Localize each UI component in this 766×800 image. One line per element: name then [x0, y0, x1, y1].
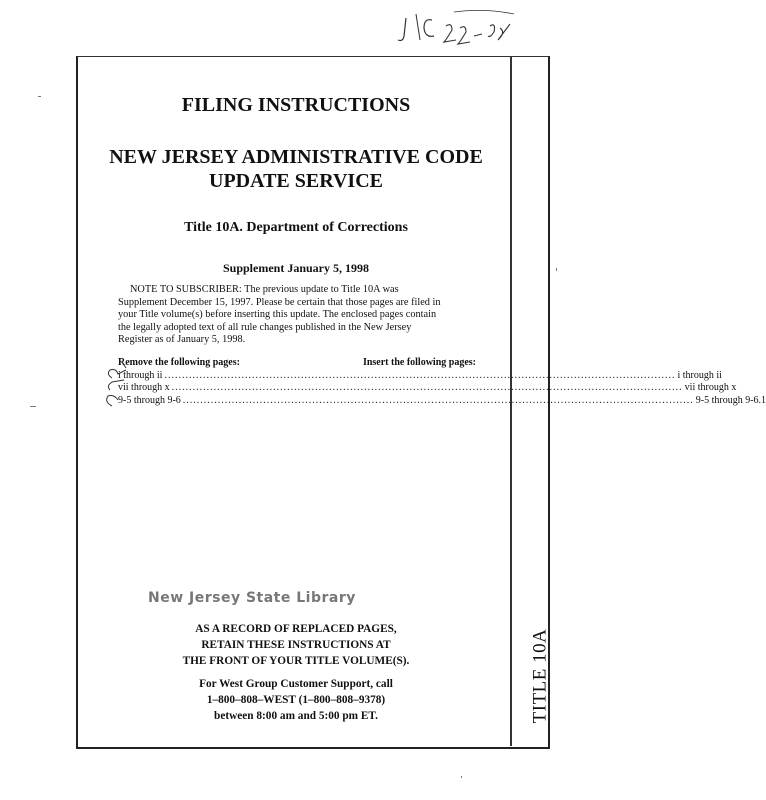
table-row — [118, 382, 737, 395]
scan-speck — [461, 776, 462, 778]
retain-line: THE FRONT OF YOUR TITLE VOLUME(S). — [182, 655, 410, 667]
subtitle: Title 10A. Department of Corrections — [184, 220, 408, 235]
pages-table-header — [118, 357, 476, 370]
remove-pages: vii through x — [118, 382, 170, 394]
spine-label-text: TITLE 10A — [529, 628, 551, 724]
retain-line: AS A RECORD OF REPLACED PAGES, — [195, 623, 397, 635]
table-row — [118, 394, 766, 408]
leader-dots: .................................................................................................................................................. — [182, 394, 694, 406]
remove-pages: i through ii — [118, 369, 163, 381]
spine-label — [500, 626, 580, 726]
retain-instructions — [86, 621, 506, 669]
table-row — [118, 369, 722, 383]
customer-support — [86, 676, 506, 724]
insert-pages: vii through x — [684, 382, 737, 394]
note-line: Supplement December 15, 1997. Please be certain that those pages are filed in — [118, 296, 441, 308]
insert-header: Insert the following pages: — [362, 357, 476, 368]
handwritten-checkmarks — [104, 360, 134, 410]
leader-dots: .................................................................................................................................................. — [171, 382, 683, 394]
remove-header: Remove the following pages: — [118, 357, 240, 368]
pages-table — [118, 357, 766, 407]
support-hours: between 8:00 am and 5:00 pm ET. — [214, 710, 378, 722]
scan-speck — [556, 268, 557, 271]
library-stamp: New Jersey State Library — [148, 590, 356, 606]
note-line: Register as of January 5, 1998. — [118, 334, 246, 346]
support-phone: 1–800–808–WEST (1–800–808–9378) — [206, 694, 386, 706]
insert-pages: i through ii — [677, 369, 722, 381]
note-line: your Title volume(s) before inserting this update. The enclosed pages contain — [118, 309, 437, 321]
code-title-line1: NEW JERSEY ADMINISTRATIVE CODE — [109, 146, 483, 168]
support-line: For West Group Customer Support, call — [199, 678, 393, 690]
scan-speck — [30, 406, 36, 407]
code-title-line2: UPDATE SERVICE — [209, 170, 383, 192]
subscriber-note — [118, 284, 476, 347]
page-title: FILING INSTRUCTIONS — [181, 94, 411, 116]
note-line: the legally adopted text of all rule changes published in the New Jersey — [118, 321, 412, 333]
leader-dots: .................................................................................................................................................. — [164, 369, 676, 381]
supplement-date: Supplement January 5, 1998 — [222, 261, 370, 275]
code-title — [86, 145, 506, 193]
note-line: NOTE TO SUBSCRIBER: The previous update to Title 10A was — [130, 284, 399, 295]
insert-pages: 9-5 through 9-6.1 — [695, 394, 766, 406]
retain-line: RETAIN THESE INSTRUCTIONS AT — [201, 639, 391, 651]
remove-pages: 9-5 through 9-6 — [118, 394, 181, 406]
handwritten-note — [394, 10, 544, 50]
scan-speck — [38, 96, 41, 97]
